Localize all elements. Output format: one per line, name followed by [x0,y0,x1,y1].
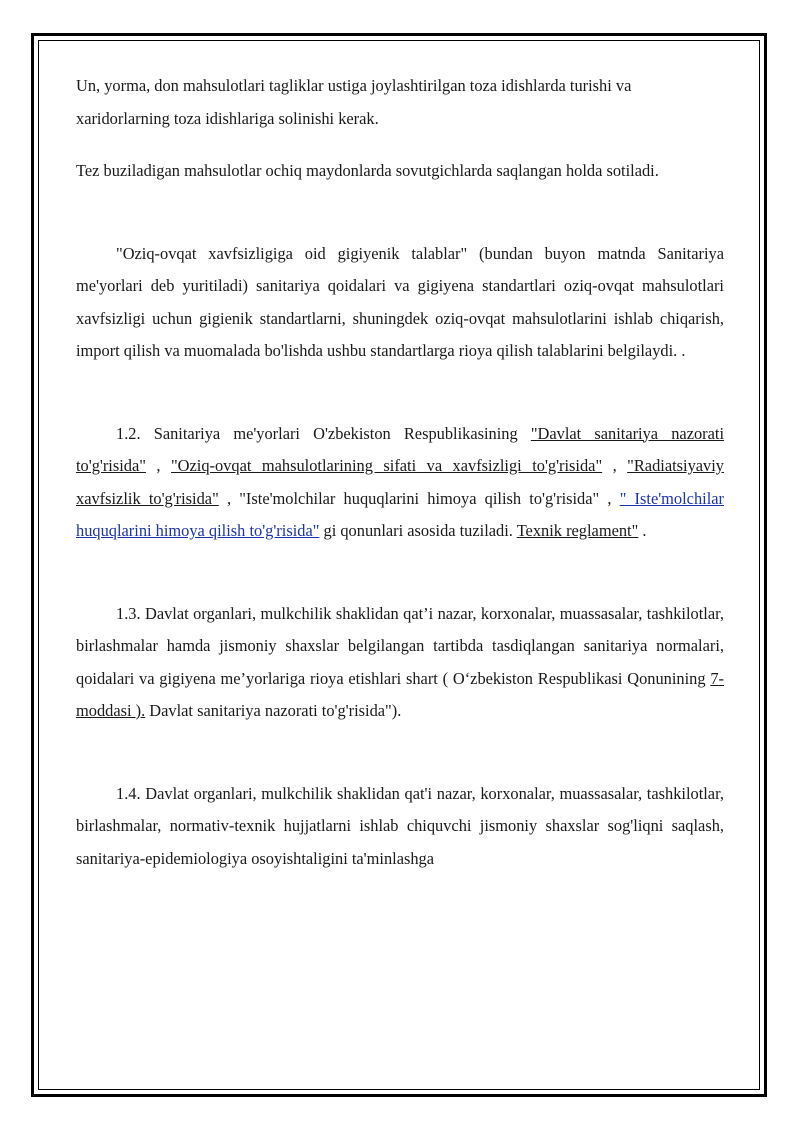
paragraph-grain-products: Un, yorma, don mahsulotlari tagliklar ustiga joylashtirilgan toza idishlarda turishi va xaridorlarning toza idishlariga solinishi kerak. [76,76,632,128]
section-1-4: 1.4. Davlat organlari, mulkchilik shaklidan qat'i nazar, korxonalar, muassasalar, tashkilotlar, birlashmalar, normativ-texnik hujjatlarni ishlab chiquvchi jismoniy shaxslar sog'liqni saqlash, sanitariya-epidemiologiya osoyishtaligini ta'minlashga [76,783,724,868]
section-1-2-text-2: , [145,456,171,475]
section-1-2 [76,418,724,548]
link-article-7[interactable]: 7-moddasi ). [76,668,724,720]
link-sanitary-control-law[interactable]: "Davlat sanitariya nazorati to'g'risida" [76,423,724,475]
section-1-3 [76,598,724,728]
section-1-3-text-2: Davlat sanitariya nazorati to'g'risida"). [145,701,402,720]
section-1-2-text-6: . [638,521,647,540]
section-1-3-text-1: 1.3. Davlat organlari, mulkchilik shaklidan qat’i nazar, korxonalar, muassasalar, tashkilotlar, birlashmalar hamda jismoniy shaxslar belgilangan tartibda tasdiqlangan sanitariya normalari, qoidalari va gigiyena me’yorlariga rioya etishlari shart ( O‘zbekiston Respublikasi Qonunining [76,603,724,688]
link-food-quality-law[interactable]: "Oziq-ovqat mahsulotlarining sifati va xavfsizligi to'g'risida" [170,456,603,475]
document-body [76,70,724,875]
paragraph-perishables: Tez buziladigan mahsulotlar ochiq maydonlarda sovutgichlarda saqlangan holda sotiladi. [76,161,659,180]
section-1-2-text-1: 1.2. Sanitariya me'yorlari O'zbekiston Respublikasining [116,423,531,443]
link-radiation-safety-law[interactable]: "Radiatsiyaviy xavfsizlik to'g'risida" [76,456,724,508]
link-technical-regulation[interactable]: Texnik reglament" [516,521,639,540]
link-consumer-rights-law[interactable]: " Iste'molchilar huquqlarini himoya qilish to'g'risida" [76,488,724,540]
section-1-2-text-4: , "Iste'molchilar huquqlarini himoya qilish to'g'risida" , [218,488,620,508]
section-1-2-text-5: gi qonunlari asosida tuziladi. [319,521,517,540]
paragraph-hygiene-requirements: "Oziq-ovqat xavfsizligiga oid gigiyenik talablar" (bundan buyon matnda Sanitariya me'yorlari deb yuritiladi) sanitariya qoidalari va gigiyena standartlari oziq-ovqat mahsulotlari xavfsizligi uchun gigienik standartlarni, shuningdek oziq-ovqat mahsulotlarini ishlab chiqarish, import qilish va muomalada bo'lishda ushbu standartlarga rioya qilish talablarini belgilaydi. . [76,243,724,360]
section-1-2-text-3: , [602,456,628,475]
